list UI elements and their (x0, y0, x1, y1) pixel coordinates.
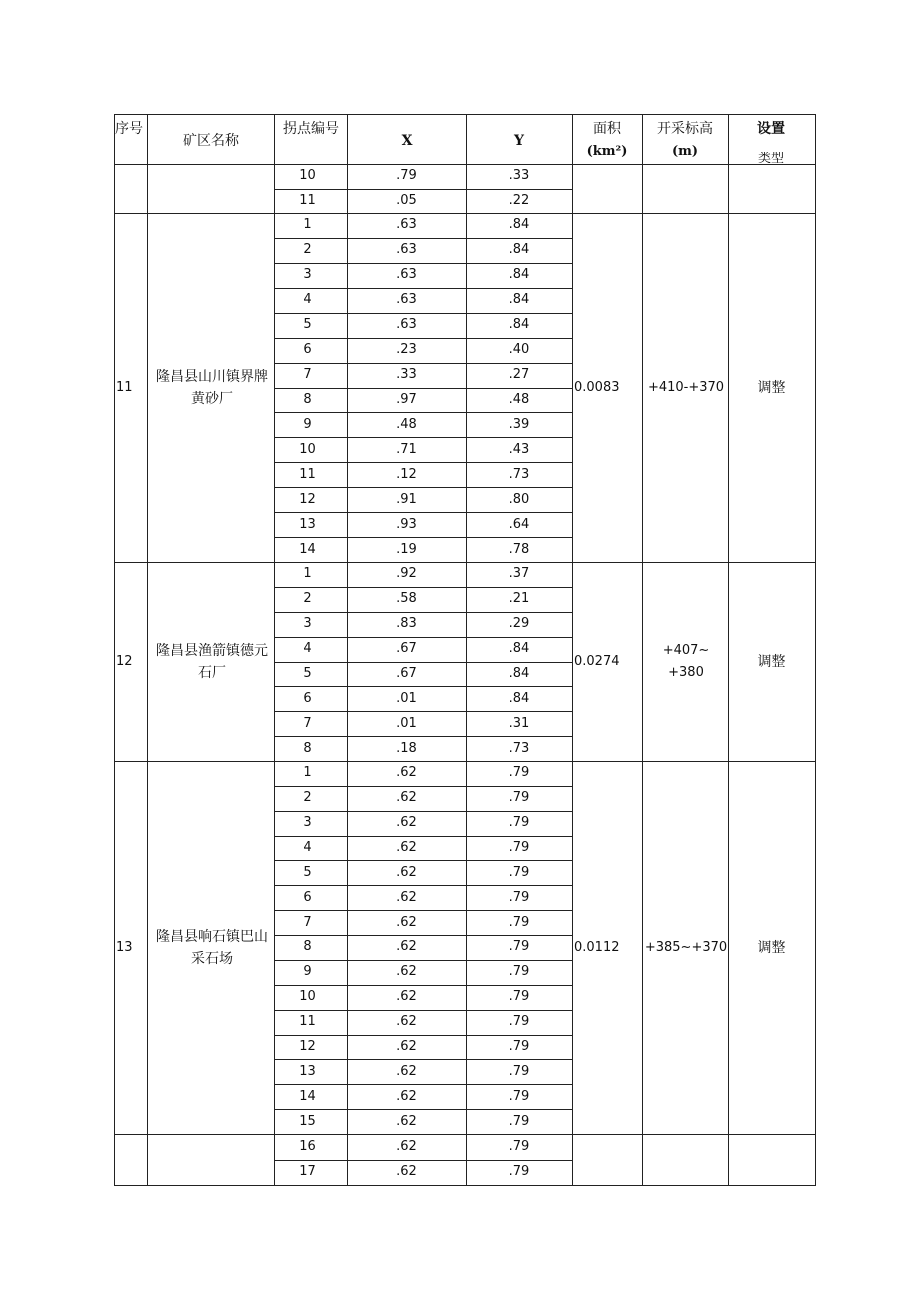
point-y: .22 (508, 193, 530, 208)
point-x: .62 (396, 915, 417, 930)
point-y: .40 (508, 342, 530, 357)
point-number: 13 (299, 517, 316, 532)
point-x: .12 (396, 467, 417, 482)
point-row-divider (274, 1160, 573, 1161)
point-number: 12 (299, 1039, 316, 1054)
point-row-divider (274, 263, 573, 264)
header-type: 类型 (757, 152, 785, 163)
point-x: .23 (396, 342, 417, 357)
mine-name (148, 366, 276, 410)
point-row-divider (274, 1084, 573, 1085)
point-row-divider (274, 288, 573, 289)
point-number: 2 (303, 242, 312, 257)
point-row-divider (274, 1010, 573, 1011)
point-y: .79 (508, 915, 530, 930)
point-number: 3 (303, 267, 312, 282)
point-row-divider (274, 786, 573, 787)
point-number: 13 (299, 1064, 316, 1079)
point-row-divider (274, 836, 573, 837)
point-row-divider (274, 686, 573, 687)
point-y: .84 (508, 691, 530, 706)
point-x: .62 (396, 1014, 417, 1029)
group-border (114, 213, 816, 214)
point-number: 12 (299, 492, 316, 507)
point-y: .79 (508, 1139, 530, 1154)
point-row-divider (274, 612, 573, 613)
mine-name-line: 黄砂厂 (191, 391, 233, 407)
point-y: .48 (508, 392, 530, 407)
mine-name-line: 石厂 (198, 665, 226, 681)
point-number: 5 (303, 317, 312, 332)
mine-name-line: 采石场 (191, 951, 233, 967)
point-row-divider (274, 1059, 573, 1060)
point-row-divider (274, 885, 573, 886)
point-x: .97 (396, 392, 417, 407)
point-y: .84 (508, 317, 530, 332)
group-border (114, 761, 816, 762)
point-y: .29 (508, 616, 530, 631)
point-number: 2 (303, 790, 312, 805)
point-y: .73 (508, 741, 530, 756)
header-point-no: 拐点编号 (283, 121, 339, 137)
point-number: 9 (303, 964, 312, 979)
group-border (114, 1134, 816, 1135)
point-x: .62 (396, 790, 417, 805)
point-y: .78 (508, 542, 530, 557)
point-row-divider (274, 985, 573, 986)
point-x: .33 (396, 367, 417, 382)
point-row-divider (274, 363, 573, 364)
point-y: .79 (508, 1164, 530, 1179)
point-x: .18 (396, 741, 417, 756)
point-number: 10 (299, 989, 316, 1004)
header-y: Y (514, 133, 524, 149)
point-number: 4 (303, 292, 312, 307)
point-x: .62 (396, 890, 417, 905)
group-area: 0.0083 (574, 380, 620, 395)
point-x: .62 (396, 964, 417, 979)
header-area: 面积 (593, 121, 621, 137)
point-number: 6 (303, 342, 312, 357)
point-number: 1 (303, 217, 312, 232)
point-y: .79 (508, 1089, 530, 1104)
point-row-divider (274, 910, 573, 911)
point-x: .93 (396, 517, 417, 532)
point-number: 8 (303, 939, 312, 954)
group-elevation: +380 (668, 665, 704, 680)
point-number: 4 (303, 840, 312, 855)
column-divider (815, 114, 816, 1186)
point-number: 16 (299, 1139, 316, 1154)
point-row-divider (274, 662, 573, 663)
point-row-divider (274, 587, 573, 588)
point-x: .91 (396, 492, 417, 507)
point-x: .67 (396, 641, 417, 656)
group-border (114, 562, 816, 563)
point-number: 14 (299, 542, 316, 557)
group-area: 0.0112 (574, 940, 620, 955)
point-row-divider (274, 189, 573, 190)
point-x: .05 (396, 193, 417, 208)
point-row-divider (274, 811, 573, 812)
table-top-border (114, 114, 816, 115)
point-row-divider (274, 412, 573, 413)
point-y: .79 (508, 939, 530, 954)
point-x: .63 (396, 317, 417, 332)
point-row-divider (274, 860, 573, 861)
point-y: .79 (508, 815, 530, 830)
point-y: .79 (508, 890, 530, 905)
point-x: .62 (396, 1089, 417, 1104)
point-number: 6 (303, 691, 312, 706)
point-number: 8 (303, 392, 312, 407)
point-y: .79 (508, 1014, 530, 1029)
point-row-divider (274, 637, 573, 638)
point-number: 10 (299, 168, 316, 183)
column-divider (728, 114, 729, 1186)
group-border (114, 1185, 816, 1186)
point-x: .01 (396, 716, 417, 731)
point-x: .62 (396, 939, 417, 954)
point-row-divider (274, 537, 573, 538)
mine-name-line: 隆昌县渔箭镇德元 (156, 643, 268, 659)
point-number: 11 (299, 193, 316, 208)
point-y: .79 (508, 1064, 530, 1079)
point-number: 14 (299, 1089, 316, 1104)
point-x: .62 (396, 765, 417, 780)
column-divider (466, 114, 467, 1186)
point-row-divider (274, 462, 573, 463)
point-number: 9 (303, 417, 312, 432)
column-divider (347, 114, 348, 1186)
point-x: .62 (396, 989, 417, 1004)
column-divider (114, 114, 115, 1186)
header-elevation-unit: (m) (671, 144, 699, 159)
column-divider (642, 114, 643, 1186)
point-y: .84 (508, 217, 530, 232)
point-row-divider (274, 313, 573, 314)
point-x: .62 (396, 840, 417, 855)
point-row-divider (274, 487, 573, 488)
point-row-divider (274, 238, 573, 239)
point-y: .79 (508, 840, 530, 855)
point-x: .62 (396, 1139, 417, 1154)
point-y: .79 (508, 790, 530, 805)
point-row-divider (274, 935, 573, 936)
point-y: .79 (508, 989, 530, 1004)
column-divider (572, 114, 573, 1186)
point-x: .79 (396, 168, 417, 183)
point-number: 6 (303, 890, 312, 905)
point-x: .71 (396, 442, 417, 457)
point-row-divider (274, 960, 573, 961)
point-x: .62 (396, 865, 417, 880)
header-area-unit: (km²) (586, 144, 628, 159)
header-elevation: 开采标高 (657, 121, 713, 137)
point-y: .79 (508, 865, 530, 880)
point-y: .21 (508, 591, 530, 606)
point-y: .73 (508, 467, 530, 482)
point-row-divider (274, 1035, 573, 1036)
group-type: 调整 (757, 940, 786, 956)
group-type: 调整 (757, 380, 786, 396)
point-number: 7 (303, 367, 312, 382)
point-y: .33 (508, 168, 530, 183)
point-number: 15 (299, 1114, 316, 1129)
point-number: 7 (303, 915, 312, 930)
point-row-divider (274, 512, 573, 513)
point-number: 5 (303, 865, 312, 880)
point-y: .31 (508, 716, 530, 731)
point-row-divider (274, 1109, 573, 1110)
point-row-divider (274, 736, 573, 737)
point-number: 17 (299, 1164, 316, 1179)
point-y: .79 (508, 1114, 530, 1129)
point-x: .63 (396, 242, 417, 257)
point-x: .62 (396, 1039, 417, 1054)
point-number: 7 (303, 716, 312, 731)
point-y: .84 (508, 267, 530, 282)
point-x: .62 (396, 1064, 417, 1079)
mine-name (148, 926, 276, 970)
point-x: .01 (396, 691, 417, 706)
point-number: 3 (303, 616, 312, 631)
header-mine-name: 矿区名称 (183, 133, 239, 149)
header-x: X (401, 133, 413, 149)
group-area: 0.0274 (574, 654, 620, 669)
point-number: 2 (303, 591, 312, 606)
point-x: .83 (396, 616, 417, 631)
mine-name-line: 隆昌县响石镇巴山 (156, 929, 268, 945)
point-y: .79 (508, 964, 530, 979)
point-x: .62 (396, 815, 417, 830)
point-x: .19 (396, 542, 417, 557)
point-x: .63 (396, 292, 417, 307)
point-y: .84 (508, 292, 530, 307)
point-y: .84 (508, 242, 530, 257)
group-seq: 11 (116, 380, 133, 395)
point-y: .43 (508, 442, 530, 457)
point-number: 1 (303, 765, 312, 780)
point-y: .80 (508, 492, 530, 507)
point-y: .37 (508, 566, 530, 581)
point-y: .79 (508, 765, 530, 780)
point-y: .39 (508, 417, 530, 432)
point-number: 10 (299, 442, 316, 457)
group-seq: 13 (116, 940, 133, 955)
point-y: .27 (508, 367, 530, 382)
point-x: .63 (396, 217, 417, 232)
group-elevation: +407~ (662, 643, 710, 658)
point-row-divider (274, 711, 573, 712)
group-seq: 12 (116, 654, 133, 669)
point-row-divider (274, 338, 573, 339)
mine-name-line: 隆昌县山川镇界牌 (156, 369, 268, 385)
point-x: .63 (396, 267, 417, 282)
point-row-divider (274, 388, 573, 389)
point-x: .92 (396, 566, 417, 581)
point-x: .62 (396, 1114, 417, 1129)
group-elevation: +410-+370 (647, 380, 725, 395)
point-number: 11 (299, 1014, 316, 1029)
point-y: .84 (508, 641, 530, 656)
group-type: 调整 (757, 654, 786, 670)
point-number: 8 (303, 741, 312, 756)
point-x: .48 (396, 417, 417, 432)
point-number: 3 (303, 815, 312, 830)
point-y: .84 (508, 666, 530, 681)
point-number: 4 (303, 641, 312, 656)
header-bottom-border (114, 164, 816, 165)
header-setup: 设置 (757, 121, 785, 137)
point-x: .62 (396, 1164, 417, 1179)
point-y: .79 (508, 1039, 530, 1054)
group-elevation: +385~+370 (644, 940, 728, 955)
point-number: 1 (303, 566, 312, 581)
point-row-divider (274, 437, 573, 438)
point-x: .67 (396, 666, 417, 681)
point-number: 5 (303, 666, 312, 681)
point-y: .64 (508, 517, 530, 532)
header-seq: 序号 (115, 121, 143, 137)
mine-name (148, 640, 276, 684)
point-x: .58 (396, 591, 417, 606)
point-number: 11 (299, 467, 316, 482)
